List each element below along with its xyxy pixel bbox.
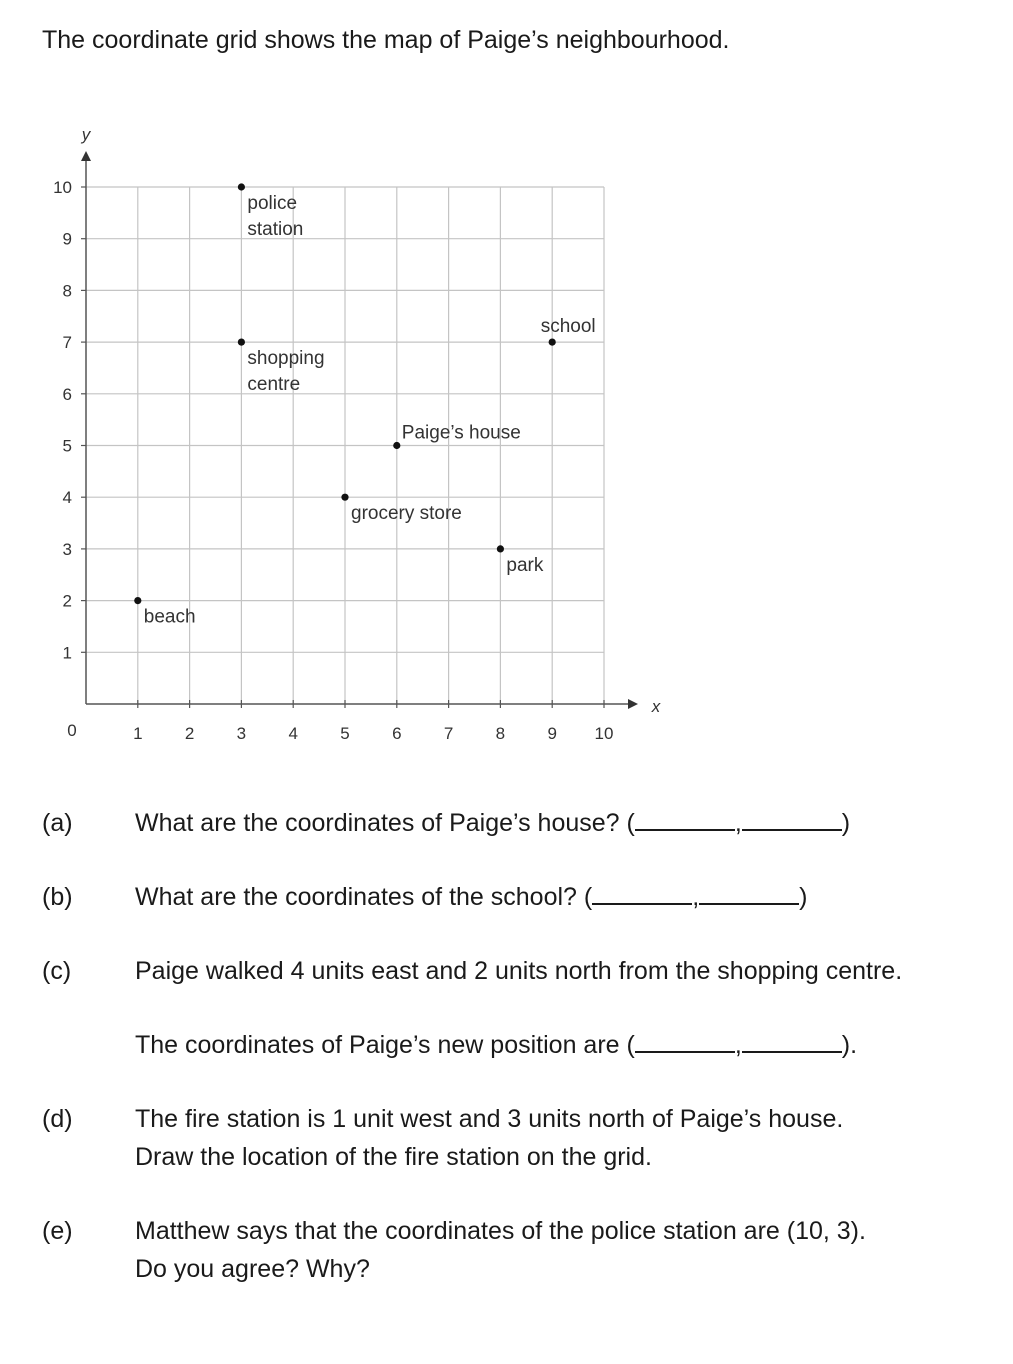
y-axis-label: y (81, 125, 91, 144)
answer-blank-x[interactable] (635, 1029, 735, 1053)
answer-blank-x[interactable] (635, 807, 735, 831)
y-tick-label: 10 (53, 178, 72, 197)
question-text: What are the coordinates of the school? ( , ) (135, 883, 808, 911)
x-tick-label: 9 (547, 724, 557, 743)
question-text: Paige walked 4 units east and 2 units north from the shopping centre. (135, 957, 903, 985)
intro-text: The coordinate grid shows the map of Paige’s neighbourhood. (42, 26, 730, 54)
y-tick-label: 4 (62, 488, 72, 508)
x-tick-label: 6 (392, 724, 402, 743)
question-text: Matthew says that the coordinates of the police station are (10, 3). (135, 1217, 866, 1245)
y-tick-label: 9 (62, 229, 72, 249)
question-b (42, 878, 992, 918)
answer-blank-y[interactable] (742, 807, 842, 831)
tick-labels (53, 178, 613, 743)
question-text: The fire station is 1 unit west and 3 units north of Paige’s house. (135, 1105, 844, 1133)
question-label: (a) (42, 809, 73, 837)
park-point (497, 545, 504, 552)
beach-label: beach (143, 606, 196, 628)
beach-point (134, 597, 141, 604)
paiges-house-label: Paige’s house (401, 422, 521, 444)
y-tick-label: 6 (62, 384, 72, 404)
question-text: What are the coordinates of Paige’s house? ( , ) (135, 809, 851, 837)
question-e (42, 1212, 992, 1292)
x-tick-label: 2 (184, 724, 195, 743)
y-tick-label: 8 (62, 281, 72, 301)
park-label: park (506, 554, 544, 576)
question-a (42, 804, 992, 844)
y-tick-label: 5 (62, 436, 72, 456)
question-label: (d) (42, 1105, 73, 1133)
y-axis-arrow (81, 151, 91, 161)
origin-label: 0 (67, 721, 77, 740)
question-c (42, 952, 1002, 1072)
paiges-house-point (393, 442, 400, 449)
x-axis-label: x (651, 697, 661, 716)
x-tick-label: 8 (495, 724, 506, 743)
police-station-point (238, 183, 245, 190)
grocery-store-point (341, 494, 348, 501)
police-station-label: station (247, 219, 304, 240)
grocery-store-label: grocery store (351, 503, 462, 525)
shopping-centre-label: shopping (247, 348, 325, 370)
question-label: (b) (42, 883, 73, 911)
x-tick-label: 10 (594, 724, 614, 743)
question-text-2: Do you agree? Why? (135, 1255, 370, 1283)
y-tick-label: 3 (62, 539, 72, 559)
answer-blank-y[interactable] (742, 1029, 842, 1053)
y-tick-label: 7 (62, 333, 72, 353)
y-tick-label: 2 (62, 591, 72, 611)
question-text-2: The coordinates of Paige’s new position are ( , ). (135, 1031, 858, 1059)
police-station-label: police (247, 193, 298, 214)
shopping-centre-point (238, 339, 245, 346)
x-tick-label: 4 (288, 724, 298, 743)
x-tick-label: 7 (443, 724, 454, 743)
shopping-centre-label: centre (247, 374, 301, 396)
question-label: (e) (42, 1217, 73, 1245)
answer-blank-x[interactable] (592, 881, 692, 905)
school-point (549, 339, 556, 346)
x-axis-arrow (628, 699, 638, 709)
x-tick-label: 5 (340, 724, 350, 743)
question-d (42, 1100, 992, 1180)
question-text-2: Draw the location of the fire station on the grid. (135, 1143, 652, 1171)
x-tick-label: 1 (133, 724, 143, 743)
school-label: school (540, 316, 596, 338)
y-tick-label: 1 (62, 643, 72, 663)
question-label: (c) (42, 957, 72, 985)
map-points (134, 183, 595, 627)
answer-blank-y[interactable] (699, 881, 799, 905)
x-tick-label: 3 (236, 724, 247, 743)
